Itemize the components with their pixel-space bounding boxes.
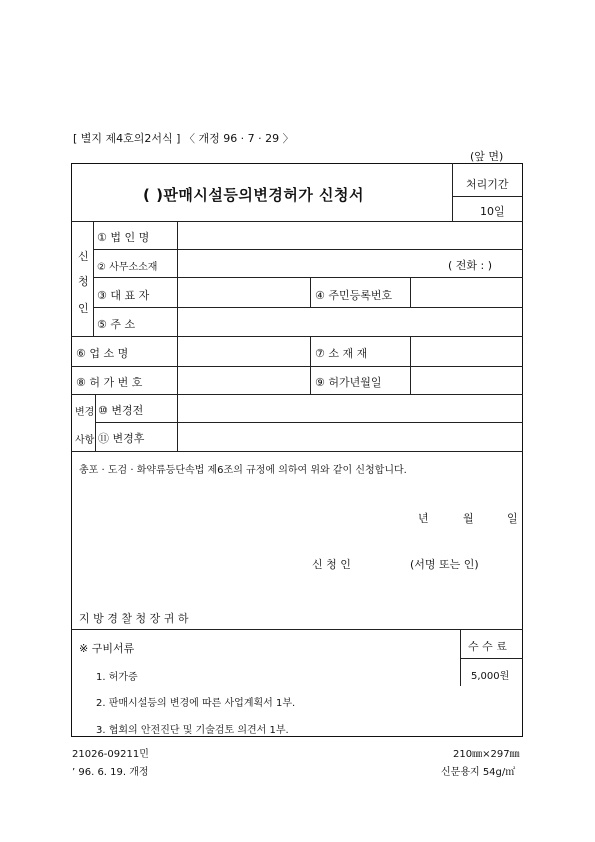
divider xyxy=(452,163,453,221)
paper-size: 210㎜×297㎜ xyxy=(453,749,520,760)
divider xyxy=(310,277,311,307)
divider xyxy=(95,394,96,451)
resident-number-field[interactable] xyxy=(411,278,522,306)
corp-name-field[interactable] xyxy=(178,222,522,248)
after-change-label: ⑪ 변경후 xyxy=(98,432,145,445)
divider xyxy=(310,336,311,394)
form-reference: [ 별지 제4호의2서식 ] 〈 개정 96 · 7 · 29 〉 xyxy=(73,132,294,145)
date-year-label: 년 xyxy=(418,512,429,525)
form-code: 21026-09211민 xyxy=(72,749,149,760)
applicant-group-label: 청 xyxy=(78,275,89,288)
form-title: ( )판매시설등의변경허가 신청서 xyxy=(143,186,365,204)
address-field[interactable] xyxy=(178,308,522,335)
location-field[interactable] xyxy=(411,337,522,365)
permit-number-field[interactable] xyxy=(178,367,309,393)
change-group-label: 사항 xyxy=(75,435,95,446)
processing-period-value: 10일 xyxy=(480,205,505,218)
after-change-field[interactable] xyxy=(178,423,522,450)
required-document-item: 2. 판매시설등의 변경에 따른 사업계획서 1부. xyxy=(96,698,296,709)
required-document-item: 1. 허가증 xyxy=(96,672,138,683)
signature-field[interactable] xyxy=(360,550,410,572)
representative-label: ③ 대 표 자 xyxy=(97,289,150,302)
before-change-label: ⑩ 변경전 xyxy=(98,404,144,417)
application-date-field[interactable] xyxy=(380,505,510,527)
required-document-item: 3. 협회의 안전진단 및 기술검토 의견서 1부. xyxy=(96,725,289,736)
permit-date-field[interactable] xyxy=(411,367,522,393)
fee-label: 수 수 료 xyxy=(468,640,507,653)
location-label: ⑦ 소 재 재 xyxy=(315,347,368,360)
date-month-label: 월 xyxy=(463,512,474,525)
signature-note: (서명 또는 인) xyxy=(410,558,479,571)
change-group-label: 변경 xyxy=(75,407,95,418)
divider xyxy=(460,658,523,659)
divider xyxy=(71,451,523,452)
corp-name-label: ① 법 인 명 xyxy=(97,231,150,244)
address-label: ⑤ 주 소 xyxy=(97,318,136,331)
permit-number-label: ⑧ 허 가 번 호 xyxy=(76,376,143,389)
office-address-field[interactable] xyxy=(178,250,438,276)
required-documents-heading: ※ 구비서류 xyxy=(79,642,135,655)
applicant-group-label: 인 xyxy=(78,302,89,315)
paper-type: 신문용지 54g/㎡ xyxy=(441,767,516,778)
statement-text: 총포 · 도검 · 화약류등단속법 제6조의 규정에 의하여 위와 같이 신청합니다. xyxy=(79,465,407,476)
page-side-label: (앞 면) xyxy=(470,150,504,163)
resident-number-label: ④ 주민등록번호 xyxy=(315,289,393,302)
before-change-field[interactable] xyxy=(178,395,522,421)
date-day-label: 일 xyxy=(507,512,518,525)
processing-period-label: 처리기간 xyxy=(466,178,509,191)
divider xyxy=(460,629,461,686)
divider xyxy=(71,629,523,630)
representative-field[interactable] xyxy=(178,278,309,306)
business-name-field[interactable] xyxy=(178,337,309,365)
fee-value: 5,000원 xyxy=(471,671,510,682)
divider xyxy=(93,221,94,336)
applicant-group-label: 신 xyxy=(78,250,89,263)
divider xyxy=(452,196,523,197)
revision-date: ’ 96. 6. 19. 개정 xyxy=(72,767,149,778)
office-address-label: ② 사무소소재 xyxy=(97,262,158,273)
phone-label: ( 전화 : ) xyxy=(448,259,493,272)
permit-date-label: ⑨ 허가년월일 xyxy=(315,376,382,389)
applicant-signature-label: 신 청 인 xyxy=(312,558,351,571)
business-name-label: ⑥ 업 소 명 xyxy=(76,347,129,360)
addressee-text: 지 방 경 찰 청 장 귀 하 xyxy=(79,612,189,625)
